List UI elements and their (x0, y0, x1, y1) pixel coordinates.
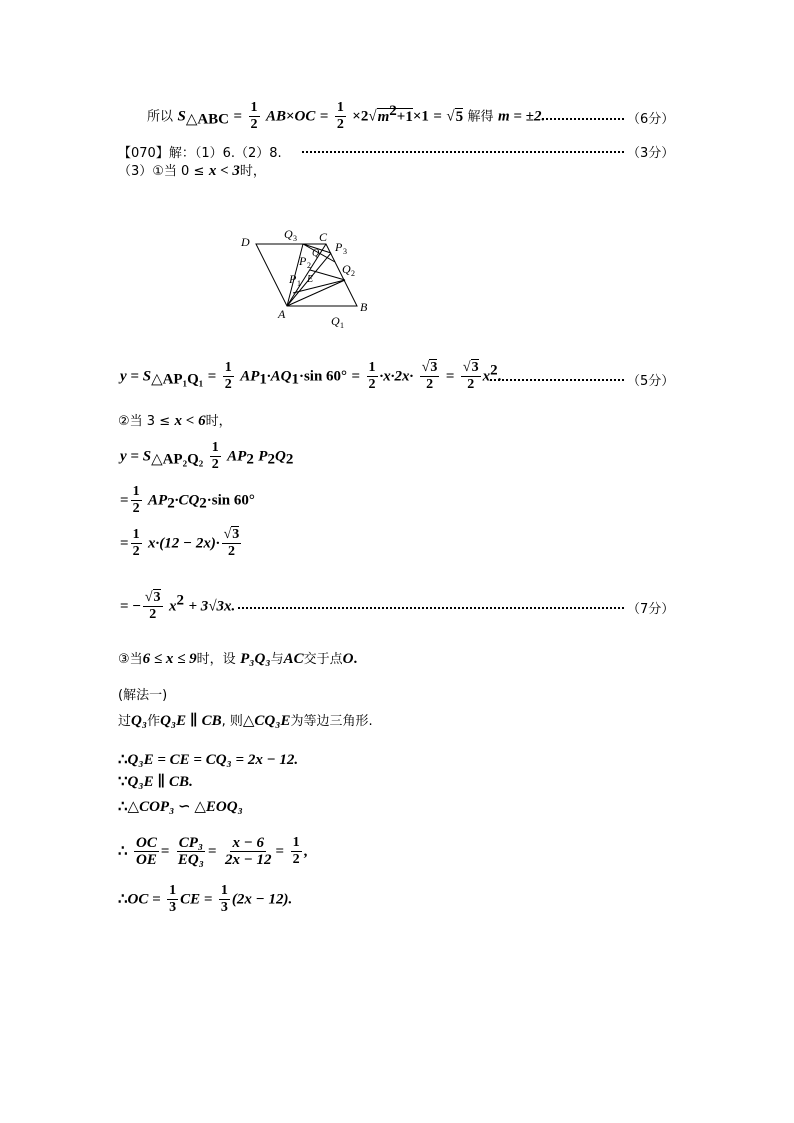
line-area-abc: 所以 $S_{\triangle ABC}$ = $\frac{1}{2}$ AB×OC = $\frac{1}{2}$ $\times 2√m^2+1\times 1 = √5$ 解得 m = ±2. (147, 100, 546, 132)
line-method1: (解法一) (118, 688, 168, 703)
line-eq7: = $\frac{1}{2}$ $AP_2\cdot CQ_2\cdot\sin$ 60° (120, 484, 255, 516)
line-case3: ③当6 ≤ x ≤ 9时，设 P₃Q₃与AC交于点O. (118, 651, 358, 667)
line-l14: ∵Q₃E ∥ CB. (118, 774, 193, 790)
line-eq9: = − $\frac{√3}{2}$ $x^2 + 3√3x$. (120, 590, 236, 622)
math-sub: △ABC (185, 111, 230, 128)
svg-text:D: D (241, 235, 250, 249)
svg-text:2: 2 (307, 261, 311, 270)
svg-text:1: 1 (297, 279, 301, 288)
svg-text:3: 3 (343, 247, 347, 256)
svg-text:P: P (299, 254, 307, 268)
svg-text:Q: Q (331, 314, 340, 328)
svg-text:Q: Q (342, 262, 351, 276)
line-l13: ∴Q₃E = CE = CQ₃ = 2x − 12. (118, 752, 299, 768)
svg-text:A: A (278, 307, 286, 321)
svg-text:3: 3 (293, 234, 297, 243)
score-3: （3分） (627, 146, 675, 161)
svg-text:1: 1 (340, 321, 344, 330)
math-s: S (177, 108, 186, 125)
fraction-half-2: $\frac{1}{2}$ (336, 100, 344, 132)
fraction-half: $\frac{1}{2}$ (250, 100, 258, 132)
math-ab: AB (265, 108, 286, 125)
svg-text:Q: Q (312, 248, 320, 259)
line-construct: 过Q₃作Q₃E ∥ CB, 则△CQ₃E为等边三角形. (118, 713, 373, 729)
line-l15: ∴△COP₃ ∽ △EOQ₃ (118, 799, 243, 815)
math-result: m = ±2. (498, 108, 546, 125)
svg-text:B: B (360, 300, 368, 314)
line-case1: （3）①当 0 ≤ x < 3时， (118, 163, 266, 179)
line-oc: ∴OC = $\frac{1}{3}$ CE = $\frac{1}{3}$ (2x − 12). (118, 883, 293, 915)
line-eq8: = $\frac{1}{2}$ x·(12 − 2x)· $\frac{√3}{2}$ (120, 527, 240, 559)
score-6: （6分） (627, 112, 675, 127)
svg-text:2: 2 (351, 269, 355, 278)
line-y-case2: $y = S_{\triangle AP_2Q_2}$ $\frac{1}{2}$ $AP_2$ $P_2Q_2$ (120, 440, 294, 472)
text-so: 所以 (147, 109, 174, 125)
line-case2: ②当 3 ≤ x < 6时， (118, 413, 232, 429)
svg-text:E: E (307, 274, 314, 285)
math-eq: = (233, 108, 243, 125)
geometry-figure (235, 225, 375, 335)
score-7: （7分） (627, 602, 675, 617)
line-y-case1: $y = S_{\triangle AP_1Q_1}$ = $\frac{1}{2}$ $AP_1\cdot AQ_1\cdot\sin$ 60° = $\frac{1}{2}$ ·x·2x· $\frac{√3}{2}$ = $\frac{√3}{2}$ $x^2$. (120, 360, 502, 392)
line-ratio: ∴ $\frac{OC}{OE}$ = $\frac{\text{CP₃}}{\text{EQ₃}}$ = $\frac{x - 6}{2x - 12}$ = $\frac{1}{2}$ , (118, 835, 308, 868)
line-070: 【070】解：（1）6.（2）8. (118, 146, 282, 161)
svg-text:P: P (289, 272, 297, 286)
svg-text:Q: Q (284, 227, 293, 241)
svg-text:C: C (319, 230, 328, 244)
svg-text:P: P (335, 240, 343, 254)
score-5: （5分） (627, 374, 675, 389)
